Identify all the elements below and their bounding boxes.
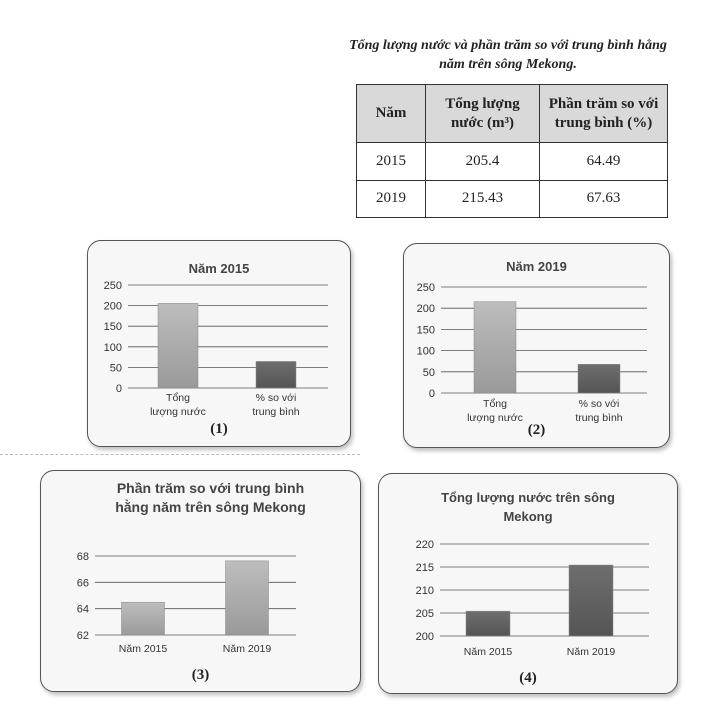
cell-year: 2015 <box>357 143 426 181</box>
chart-title: Năm 2019 <box>506 259 567 274</box>
x-tick-label-line: Tổng <box>483 398 507 410</box>
chart-label: (1) <box>210 421 228 437</box>
x-tick-label-line: trung bình <box>575 412 623 424</box>
y-tick-label: 64 <box>76 603 89 616</box>
x-tick-label-line: lượng nước <box>467 412 523 424</box>
chart-title: Tổng lượng nước trên sông Mekong <box>441 490 615 524</box>
chart-label: (3) <box>191 667 210 683</box>
y-tick-label: 200 <box>103 300 122 313</box>
chart-title: Phần trăm so với trung bình hằng năm trên sông Mekong <box>115 480 306 515</box>
header-percent: Phần trăm so với trung bình (%) <box>540 85 668 143</box>
x-tick-label <box>567 646 616 658</box>
table-row <box>357 143 668 181</box>
y-tick-label: 250 <box>103 280 122 292</box>
bar <box>569 565 613 636</box>
y-tick-label: 150 <box>103 321 122 334</box>
x-tick-label-line: % so với <box>255 392 297 404</box>
cell-year: 2019 <box>357 180 426 218</box>
table-caption: Tổng lượng nước và phần trăm so với trung bình hằng năm trên sông Mekong. <box>349 38 667 72</box>
y-tick-label: 215 <box>415 562 434 574</box>
chart-panel-1 <box>87 240 351 447</box>
x-tick-label <box>467 398 523 424</box>
divider <box>0 454 360 455</box>
y-tick-label: 50 <box>109 362 122 375</box>
y-tick-label: 100 <box>103 341 122 354</box>
y-tick-label: 205 <box>415 608 434 620</box>
y-tick-label: 210 <box>415 585 434 597</box>
bar-chart-2 <box>404 244 669 447</box>
bar <box>158 303 198 388</box>
cell-total-water: 215.43 <box>426 180 540 218</box>
bar <box>466 611 510 636</box>
cell-percent: 64.49 <box>540 143 668 181</box>
bar <box>226 561 269 635</box>
y-tick-label: 62 <box>76 630 89 642</box>
x-tick-label <box>119 643 168 655</box>
bar-chart-3 <box>41 471 360 691</box>
x-tick-label-line: Năm 2015 <box>463 646 513 658</box>
x-tick-label <box>150 392 206 418</box>
bar-chart-1 <box>88 241 350 446</box>
table-row <box>357 180 668 218</box>
bar <box>578 364 620 393</box>
x-tick-label <box>464 646 513 658</box>
y-tick-label: 200 <box>416 303 435 316</box>
x-tick-label <box>223 643 272 655</box>
y-tick-label: 0 <box>115 383 122 395</box>
y-tick-label: 68 <box>76 551 89 563</box>
bar <box>474 302 516 393</box>
x-tick-label <box>252 392 299 418</box>
x-tick-label-line: % so với <box>578 398 620 410</box>
cell-total-water: 205.4 <box>426 143 540 181</box>
bar <box>256 361 296 388</box>
y-tick-label: 220 <box>415 539 434 551</box>
chart-label: (2) <box>527 422 546 438</box>
y-tick-label: 100 <box>416 345 435 358</box>
data-table <box>356 84 668 218</box>
y-tick-label: 66 <box>76 577 89 590</box>
x-tick-label-line: Tổng <box>166 392 190 404</box>
bar-chart-4 <box>379 474 677 693</box>
table-header-row <box>357 85 668 143</box>
header-total-water: Tổng lượng nước (m³) <box>426 85 540 143</box>
chart-panel-4 <box>378 473 678 694</box>
y-tick-label: 0 <box>428 388 435 400</box>
x-tick-label-line: trung bình <box>252 406 300 418</box>
chart-title: Năm 2015 <box>188 261 250 276</box>
chart-panel-2 <box>403 243 670 448</box>
cell-percent: 67.63 <box>540 180 668 218</box>
x-tick-label-line: Năm 2019 <box>222 643 272 655</box>
chart-panel-3 <box>40 470 361 692</box>
header-year: Năm <box>357 85 426 143</box>
y-tick-label: 250 <box>416 282 435 294</box>
x-tick-label-line: Năm 2019 <box>566 646 616 658</box>
y-tick-label: 150 <box>416 324 435 337</box>
bar <box>122 602 165 635</box>
y-tick-label: 200 <box>415 631 434 643</box>
y-tick-label: 50 <box>422 366 435 379</box>
x-tick-label-line: Năm 2015 <box>118 643 168 655</box>
x-tick-label <box>575 398 622 424</box>
chart-label: (4) <box>519 670 537 686</box>
x-tick-label-line: lượng nước <box>150 406 206 418</box>
